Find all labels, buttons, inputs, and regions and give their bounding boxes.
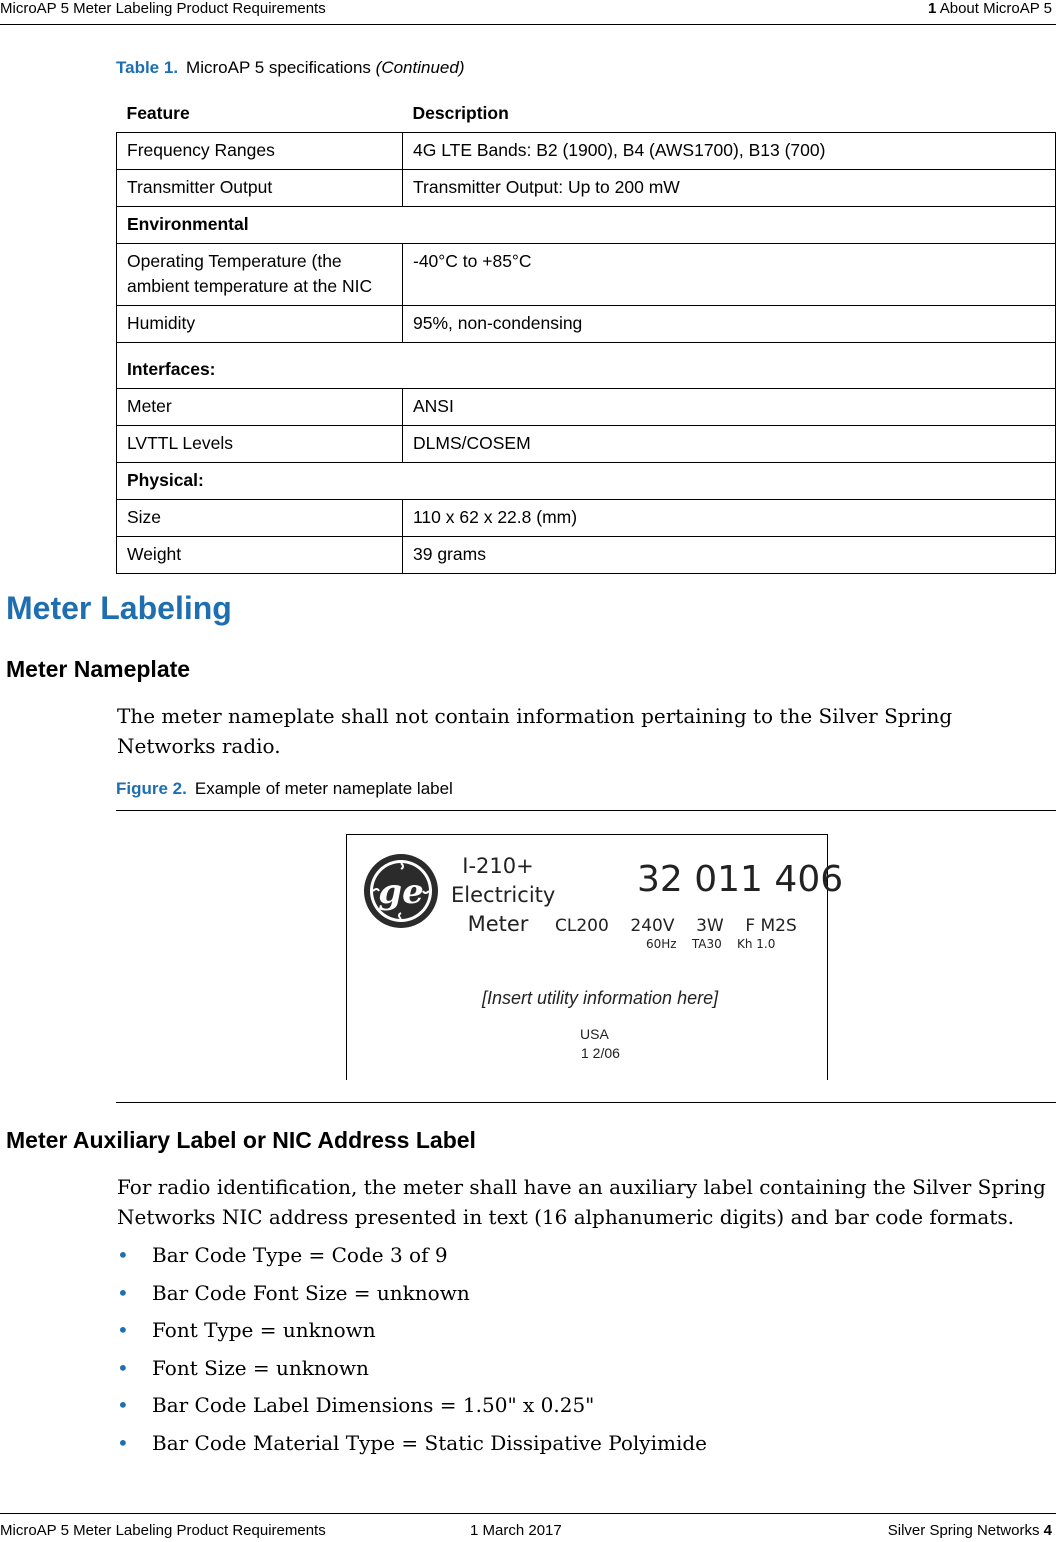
cell-description: 95%, non-condensing [403, 306, 1056, 343]
model-line-1: I-210+ [462, 854, 534, 878]
cell-feature: Humidity [117, 306, 403, 343]
table-section-row [117, 343, 1056, 389]
cell-description: ANSI [403, 389, 1056, 426]
col-header-description: Description [403, 87, 1056, 133]
header-chapter-title: About MicroAP 5 [939, 0, 1052, 17]
list-item [117, 1315, 707, 1353]
table-caption [116, 58, 464, 78]
list-item-text: Bar Code Material Type = Static Dissipative Polyimide [152, 1430, 707, 1455]
bullet-icon: • [117, 1355, 129, 1380]
figure-caption-text: Example of meter nameplate label [194, 779, 453, 798]
cell-description: 110 x 62 x 22.8 (mm) [403, 500, 1056, 537]
list-item-text: Font Type = unknown [152, 1318, 376, 1342]
nameplate-serial: 32 011 406 [637, 859, 844, 900]
table-caption-label: Table 1. [116, 58, 179, 77]
table-row [117, 426, 1056, 463]
spec-table [116, 87, 1056, 574]
nameplate-figure [346, 834, 844, 1080]
aux-heading: Meter Auxiliary Label or NIC Address Label [6, 1127, 476, 1153]
bullet-icon: • [117, 1280, 129, 1305]
ge-logo [363, 853, 439, 929]
aux-paragraph: For radio identification, the meter shall have an auxiliary label containing the Silver Spring Networks NIC address presented in text (16 alphanumeric digits) and bar code formats. [117, 1175, 1046, 1229]
cell-feature: Frequency Ranges [117, 133, 403, 170]
model-line-2: Electricity [451, 883, 556, 907]
table-row [117, 170, 1056, 207]
nameplate-date: 1 2/06 [581, 1045, 620, 1061]
nameplate-country: USA [580, 1026, 609, 1042]
cell-description: 4G LTE Bands: B2 (1900), B4 (AWS1700), B13 (700) [403, 133, 1056, 170]
section-label: Environmental [117, 207, 1056, 244]
table-caption-suffix: (Continued) [375, 58, 465, 77]
header-doc-title: MicroAP 5 Meter Labeling Product Requirements [0, 0, 326, 17]
cell-feature: Weight [117, 537, 403, 574]
footer-rule [0, 1513, 1056, 1514]
bullet-icon: • [117, 1243, 129, 1267]
table-row [117, 133, 1056, 170]
list-item-text: Bar Code Font Size = unknown [152, 1280, 470, 1305]
nameplate-model [451, 852, 556, 939]
list-item [117, 1353, 707, 1391]
ge-logo-letters: ge [378, 872, 424, 912]
list-item [117, 1278, 707, 1316]
bullet-icon: • [117, 1318, 129, 1342]
table-row [117, 306, 1056, 343]
cell-description: 39 grams [403, 537, 1056, 574]
cell-feature: Transmitter Output [117, 170, 403, 207]
list-item-text: Font Size = unknown [152, 1355, 369, 1380]
header-rule [0, 24, 1056, 25]
figure-caption-label: Figure 2. [116, 779, 187, 798]
col-header-feature: Feature [117, 87, 403, 133]
cell-description: -40°C to +85°C [403, 244, 1056, 306]
header-chapter [928, 0, 1052, 18]
table-row [117, 244, 1056, 306]
footer-company: Silver Spring Networks [887, 1522, 1040, 1539]
list-item [117, 1428, 707, 1466]
nameplate-subspecs: 60Hz TA30 Kh 1.0 [646, 937, 776, 951]
table-section-row [117, 463, 1056, 500]
nameplate-paragraph: The meter nameplate shall not contain information pertaining to the Silver Spring Networks radio. [117, 704, 953, 758]
list-item-text: Bar Code Type = Code 3 of 9 [152, 1243, 448, 1267]
bullet-icon: • [117, 1430, 129, 1455]
cell-feature: Operating Temperature (the ambient temperature at the NIC [117, 244, 403, 306]
aux-bullet-list [117, 1240, 707, 1465]
table-header-row [117, 87, 1056, 133]
footer-doc-title: MicroAP 5 Meter Labeling Product Requirements [0, 1522, 326, 1539]
list-item [117, 1240, 707, 1278]
footer-company-page [888, 1522, 1052, 1540]
table-row [117, 537, 1056, 574]
figure-bottom-rule [116, 1102, 1056, 1103]
cell-feature: Size [117, 500, 403, 537]
bullet-icon: • [117, 1393, 129, 1417]
model-line-3: Meter [467, 912, 529, 936]
section-label: Physical: [117, 463, 1056, 500]
header-chapter-number: 1 [928, 0, 937, 17]
nameplate-utility: [Insert utility information here] [482, 988, 719, 1008]
cell-feature: LVTTL Levels [117, 426, 403, 463]
cell-feature: Meter [117, 389, 403, 426]
section-title: Meter Labeling [6, 590, 232, 626]
list-item-text: Bar Code Label Dimensions = 1.50" x 0.25" [152, 1393, 595, 1417]
list-item [117, 1390, 707, 1428]
cell-description: DLMS/COSEM [403, 426, 1056, 463]
figure-caption [116, 779, 453, 799]
table-row [117, 500, 1056, 537]
table-caption-text: MicroAP 5 specifications [186, 58, 371, 77]
nameplate-specs: CL200 240V 3W F M2S [555, 916, 797, 936]
cell-description: Transmitter Output: Up to 200 mW [403, 170, 1056, 207]
table-section-row [117, 207, 1056, 244]
section-label: Interfaces: [117, 343, 1056, 389]
footer-date: 1 March 2017 [470, 1522, 562, 1539]
page-number: 4 [1043, 1522, 1052, 1539]
table-row [117, 389, 1056, 426]
figure-top-rule [116, 810, 1056, 811]
nameplate-heading: Meter Nameplate [6, 656, 191, 682]
